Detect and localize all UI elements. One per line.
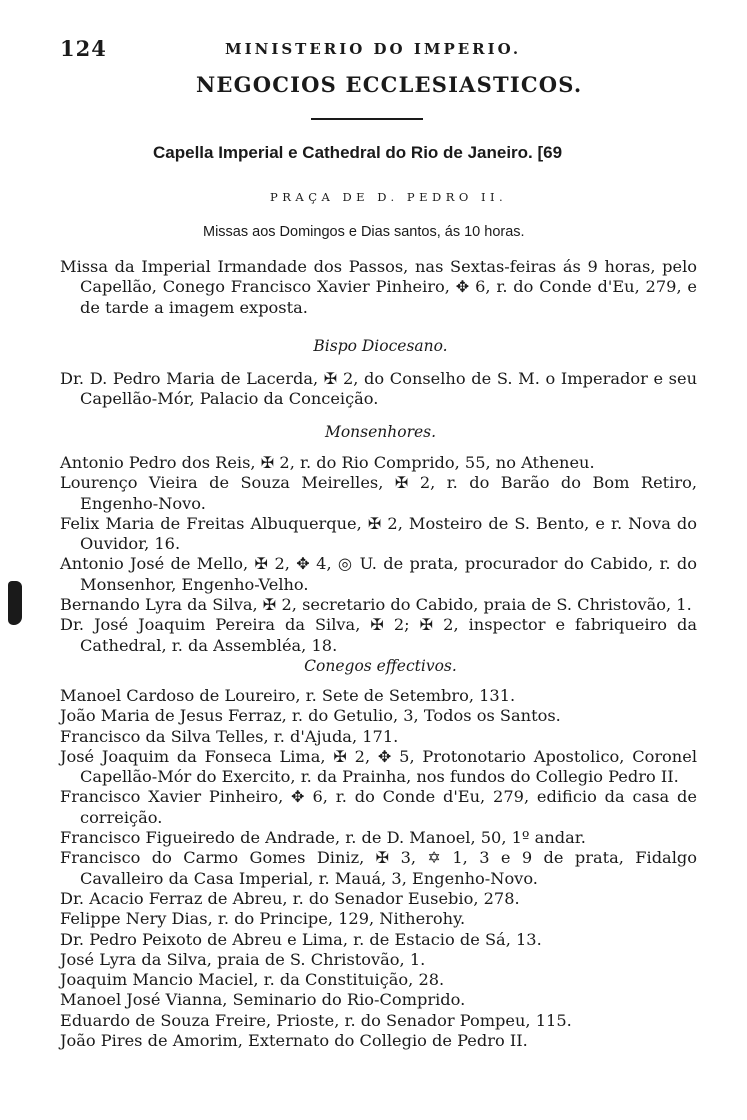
binding-edge-mark	[8, 581, 22, 625]
running-title: MINISTERIO DO IMPERIO.	[225, 40, 522, 58]
list-item: José Joaquim da Fonseca Lima, ✠ 2, ✥ 5, Protonotario Apostolico, Coronel Capellão-Mór do Exercito, r. da Prainha, nos fundos do Collegio Pedro II.	[60, 746, 697, 787]
list-item: Antonio Pedro dos Reis, ✠ 2, r. do Rio Comprido, 55, no Atheneu.	[60, 453, 595, 472]
conegos-heading	[0, 657, 747, 675]
list-item: Francisco Xavier Pinheiro, ✥ 6, r. do Conde d'Eu, 279, edificio da casa de correição.	[60, 787, 697, 827]
intro-entry-block	[60, 257, 697, 318]
monsenhores-list	[60, 453, 697, 656]
list-item: Manoel Cardoso de Loureiro, r. Sete de Setembro, 131.	[60, 686, 516, 705]
bispo-heading-text: Bispo Diocesano.	[313, 337, 448, 355]
title-rule	[311, 118, 423, 120]
chapel-location: PRAÇA DE D. PEDRO II.	[270, 190, 508, 204]
monsenhores-heading	[0, 423, 747, 441]
list-item: Joaquim Mancio Maciel, r. da Constituição, 28.	[60, 970, 445, 990]
list-item: Antonio José de Mello, ✠ 2, ✥ 4, ◎ U. de prata, procurador do Cabido, r. do Monsenhor, Engenho-Velho.	[60, 554, 697, 594]
mass-schedule: Missas aos Domingos e Dias santos, ás 10 horas.	[203, 224, 525, 240]
list-item: Dr. José Joaquim Pereira da Silva, ✠ 2; ✠ 2, inspector e fabriqueiro da Cathedral, r. da Assembléa, 18.	[60, 615, 697, 655]
section-title: NEGOCIOS ECCLESIASTICOS.	[196, 72, 583, 97]
list-item: Francisco Figueiredo de Andrade, r. de D. Manoel, 50, 1º andar.	[60, 828, 586, 848]
list-item: Felix Maria de Freitas Albuquerque, ✠ 2, Mosteiro de S. Bento, e r. Nova do Ouvidor, 16.	[60, 513, 697, 554]
list-item: Dr. Pedro Peixoto de Abreu e Lima, r. de Estacio de Sá, 13.	[60, 929, 542, 949]
list-item: João Maria de Jesus Ferraz, r. do Getulio, 3, Todos os Santos.	[60, 706, 561, 726]
conegos-list	[60, 686, 697, 1051]
list-item: Bernando Lyra da Silva, ✠ 2, secretario do Cabido, praia de S. Christovão, 1.	[60, 595, 692, 615]
list-item: Eduardo de Souza Freire, Prioste, r. do Senador Pompeu, 115.	[60, 1010, 572, 1030]
bispo-heading	[0, 337, 747, 355]
chapel-heading: Capella Imperial e Cathedral do Rio de Janeiro. [69	[153, 143, 563, 162]
list-item: João Pires de Amorim, Externato do Collegio de Pedro II.	[60, 1031, 528, 1051]
list-item: Francisco do Carmo Gomes Diniz, ✠ 3, ✡ 1, 3 e 9 de prata, Fidalgo Cavalleiro da Casa Imperial, r. Mauá, 3, Engenho-Novo.	[60, 848, 697, 888]
bispo-list	[60, 369, 697, 410]
list-item: José Lyra da Silva, praia de S. Christovão, 1.	[60, 949, 426, 969]
page-number: 124	[60, 36, 107, 61]
list-item: Dr. D. Pedro Maria de Lacerda, ✠ 2, do Conselho de S. M. o Imperador e seu Capellão-Mór, Palacio da Conceição.	[60, 369, 697, 409]
list-item: Lourenço Vieira de Souza Meirelles, ✠ 2, r. do Barão do Bom Retiro, Engenho-Novo.	[60, 473, 697, 513]
list-item: Francisco da Silva Telles, r. d'Ajuda, 171.	[60, 726, 399, 746]
monsenhores-heading-text: Monsenhores.	[324, 423, 437, 441]
list-item: Felippe Nery Dias, r. do Principe, 129, Nitherohy.	[60, 909, 466, 929]
list-item: Dr. Acacio Ferraz de Abreu, r. do Senador Eusebio, 278.	[60, 888, 520, 908]
conegos-heading-text: Conegos effectivos.	[304, 657, 457, 675]
list-item: Manoel José Vianna, Seminario do Rio-Comprido.	[60, 990, 466, 1010]
intro-entry: Missa da Imperial Irmandade dos Passos, nas Sextas-feiras ás 9 horas, pelo Capellão, Conego Francisco Xavier Pinheiro, ✥ 6, r. do Conde d'Eu, 279, e de tarde a imagem exposta.	[60, 257, 697, 317]
